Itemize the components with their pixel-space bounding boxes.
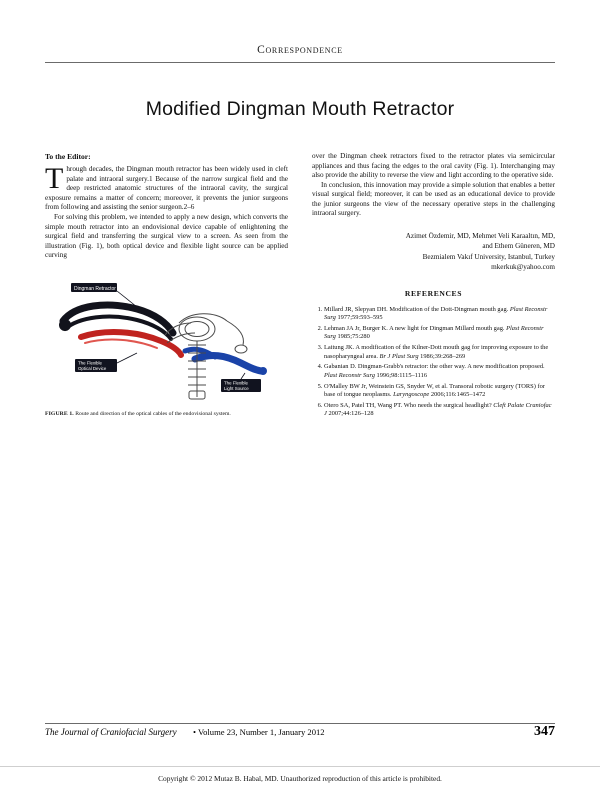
paragraph-2-text: For solving this problem, we intended to apply a new design, which converts the simple mouth retractor into an endovisional device capable of enlightening the surgical field and transferring the surgical view to a screen. As seen from the illustration (Fig. 1), both optical device and flexible light source can be applied curving (45, 212, 288, 260)
reference-item (324, 344, 555, 361)
reference-cite: 1986;39:268–269 (420, 352, 466, 360)
svg-text:Light Source: Light Source (224, 385, 249, 391)
svg-text:The Flexible: The Flexible (78, 360, 102, 366)
signature-line-1: Azimet Özdemir, MD, Mehmet Veli Karaaltın, MD, (405, 232, 555, 241)
author-signature (312, 231, 555, 273)
signature-email[interactable]: mkerkuk@yahoo.com (491, 263, 555, 272)
reference-journal: Plast Reconstr Surg (324, 305, 548, 322)
copyright-notice: Copyright © 2012 Mutaz B. Habal, MD. Unauthorized reproduction of this article is prohibited. (158, 774, 442, 783)
reference-cite: 2007;44:126–128 (328, 410, 374, 417)
reference-journal: Br J Plast Surg (379, 352, 419, 360)
reference-cite: 1996;98:1115–1116 (376, 371, 428, 379)
header-rule (45, 62, 555, 63)
references-list (312, 306, 555, 418)
figure-1 (45, 271, 288, 419)
svg-text:Dingman Retractor: Dingman Retractor (74, 285, 116, 292)
svg-text:The Flexible: The Flexible (224, 380, 248, 386)
figure-1-caption (45, 411, 288, 418)
page-footer (45, 723, 555, 745)
figure-1-image (45, 271, 288, 407)
svg-text:Optical Device: Optical Device (78, 365, 107, 371)
figure-1-caption-text: Route and direction of the optical cables of the endovisional system. (75, 410, 231, 417)
retractor-illustration (45, 271, 288, 407)
right-paragraph-2: In conclusion, this innovation may provide a simple solution that enables a better visual surgical field; moreover, it can be used as an educational device to provide the junior surgeons the view of the necessary operative steps in the challenging intraoral surgery. (312, 180, 555, 218)
reference-cite: 1985;75:280 (337, 333, 370, 341)
footer-rule (45, 723, 555, 724)
reference-journal: Cleft Palate Craniofac J (324, 401, 552, 417)
reference-item (324, 363, 555, 380)
paragraph-1-text: hrough decades, the Dingman mouth retractor has been widely used in cleft palate and intraoral surgery.1 Because of the narrow surgical field and the deep restricted anatomic structures of the intraoral cavity, the surgical exposure remains a matter of concern; moreover, it prevents the junior surgeons from following and assisting the senior surgeon.2–6 (45, 165, 288, 212)
right-column (312, 152, 555, 421)
reference-item (324, 325, 555, 342)
right-paragraph-1: over the Dingman cheek retractors fixed to the retractor plates via semicircular appliances and thus facing the edges to the oral cavity (Fig. 1). Interchanging may also provide the ability to reverse the view and light according to the operative side. (312, 152, 555, 180)
footer-issue-info: • Volume 23, Number 1, January 2012 (193, 727, 325, 737)
reference-text: Gabanian D. Dingman-Grabb's retractor: the other way. A new modification proposed. (324, 363, 545, 371)
reference-text: Millard JR, Slepyan DH. Modification of the Dott-Dingman mouth gag. (324, 305, 509, 313)
reference-item (324, 402, 555, 419)
reference-text: Laitung JK. A modification of the Kilner-Dott mouth gag for improving exposure to the nasopharyngeal area. (324, 344, 549, 360)
reference-text: Otero SA, Patel TH, Wang PT. Who needs the surgical headlight? (324, 401, 492, 409)
reference-journal: Laryngoscope (393, 390, 430, 398)
paragraph-1 (45, 162, 288, 213)
page-title: Modified Dingman Mouth Retractor (145, 98, 455, 120)
drop-cap: T (45, 162, 64, 196)
signature-line-2: and Ethem Güneren, MD (482, 242, 555, 251)
reference-journal: Plast Reconstr Surg (324, 371, 375, 379)
reference-cite: 2006;116:1465–1472 (430, 390, 486, 398)
references-heading: REFERENCES (404, 288, 463, 298)
reference-item (324, 383, 555, 400)
reference-text: Lehman JA Jr, Burger K. A new light for Dingman Millard mouth gag. (324, 325, 505, 333)
reference-journal: Plast Reconstr Surg (324, 325, 544, 341)
footer-page-number: 347 (534, 724, 555, 739)
to-the-editor-label: To the Editor: (45, 152, 91, 161)
figure-1-label: FIGURE 1. (45, 410, 74, 417)
signature-affiliation: Bezmialem Vakıf University, Istanbul, Turkey (422, 252, 555, 261)
reference-text: O'Malley BW Jr, Weinstein GS, Snyder W, et al. Transoral robotic surgery (TORS) for base of tongue neoplasms. (324, 382, 545, 398)
left-column (45, 152, 288, 419)
running-head: Correspondence (257, 44, 343, 56)
reference-item (324, 306, 555, 323)
footer-journal-name: The Journal of Craniofacial Surgery (45, 727, 177, 737)
copyright-rule (0, 766, 600, 767)
reference-cite: 1977;59:593–595 (337, 314, 383, 322)
